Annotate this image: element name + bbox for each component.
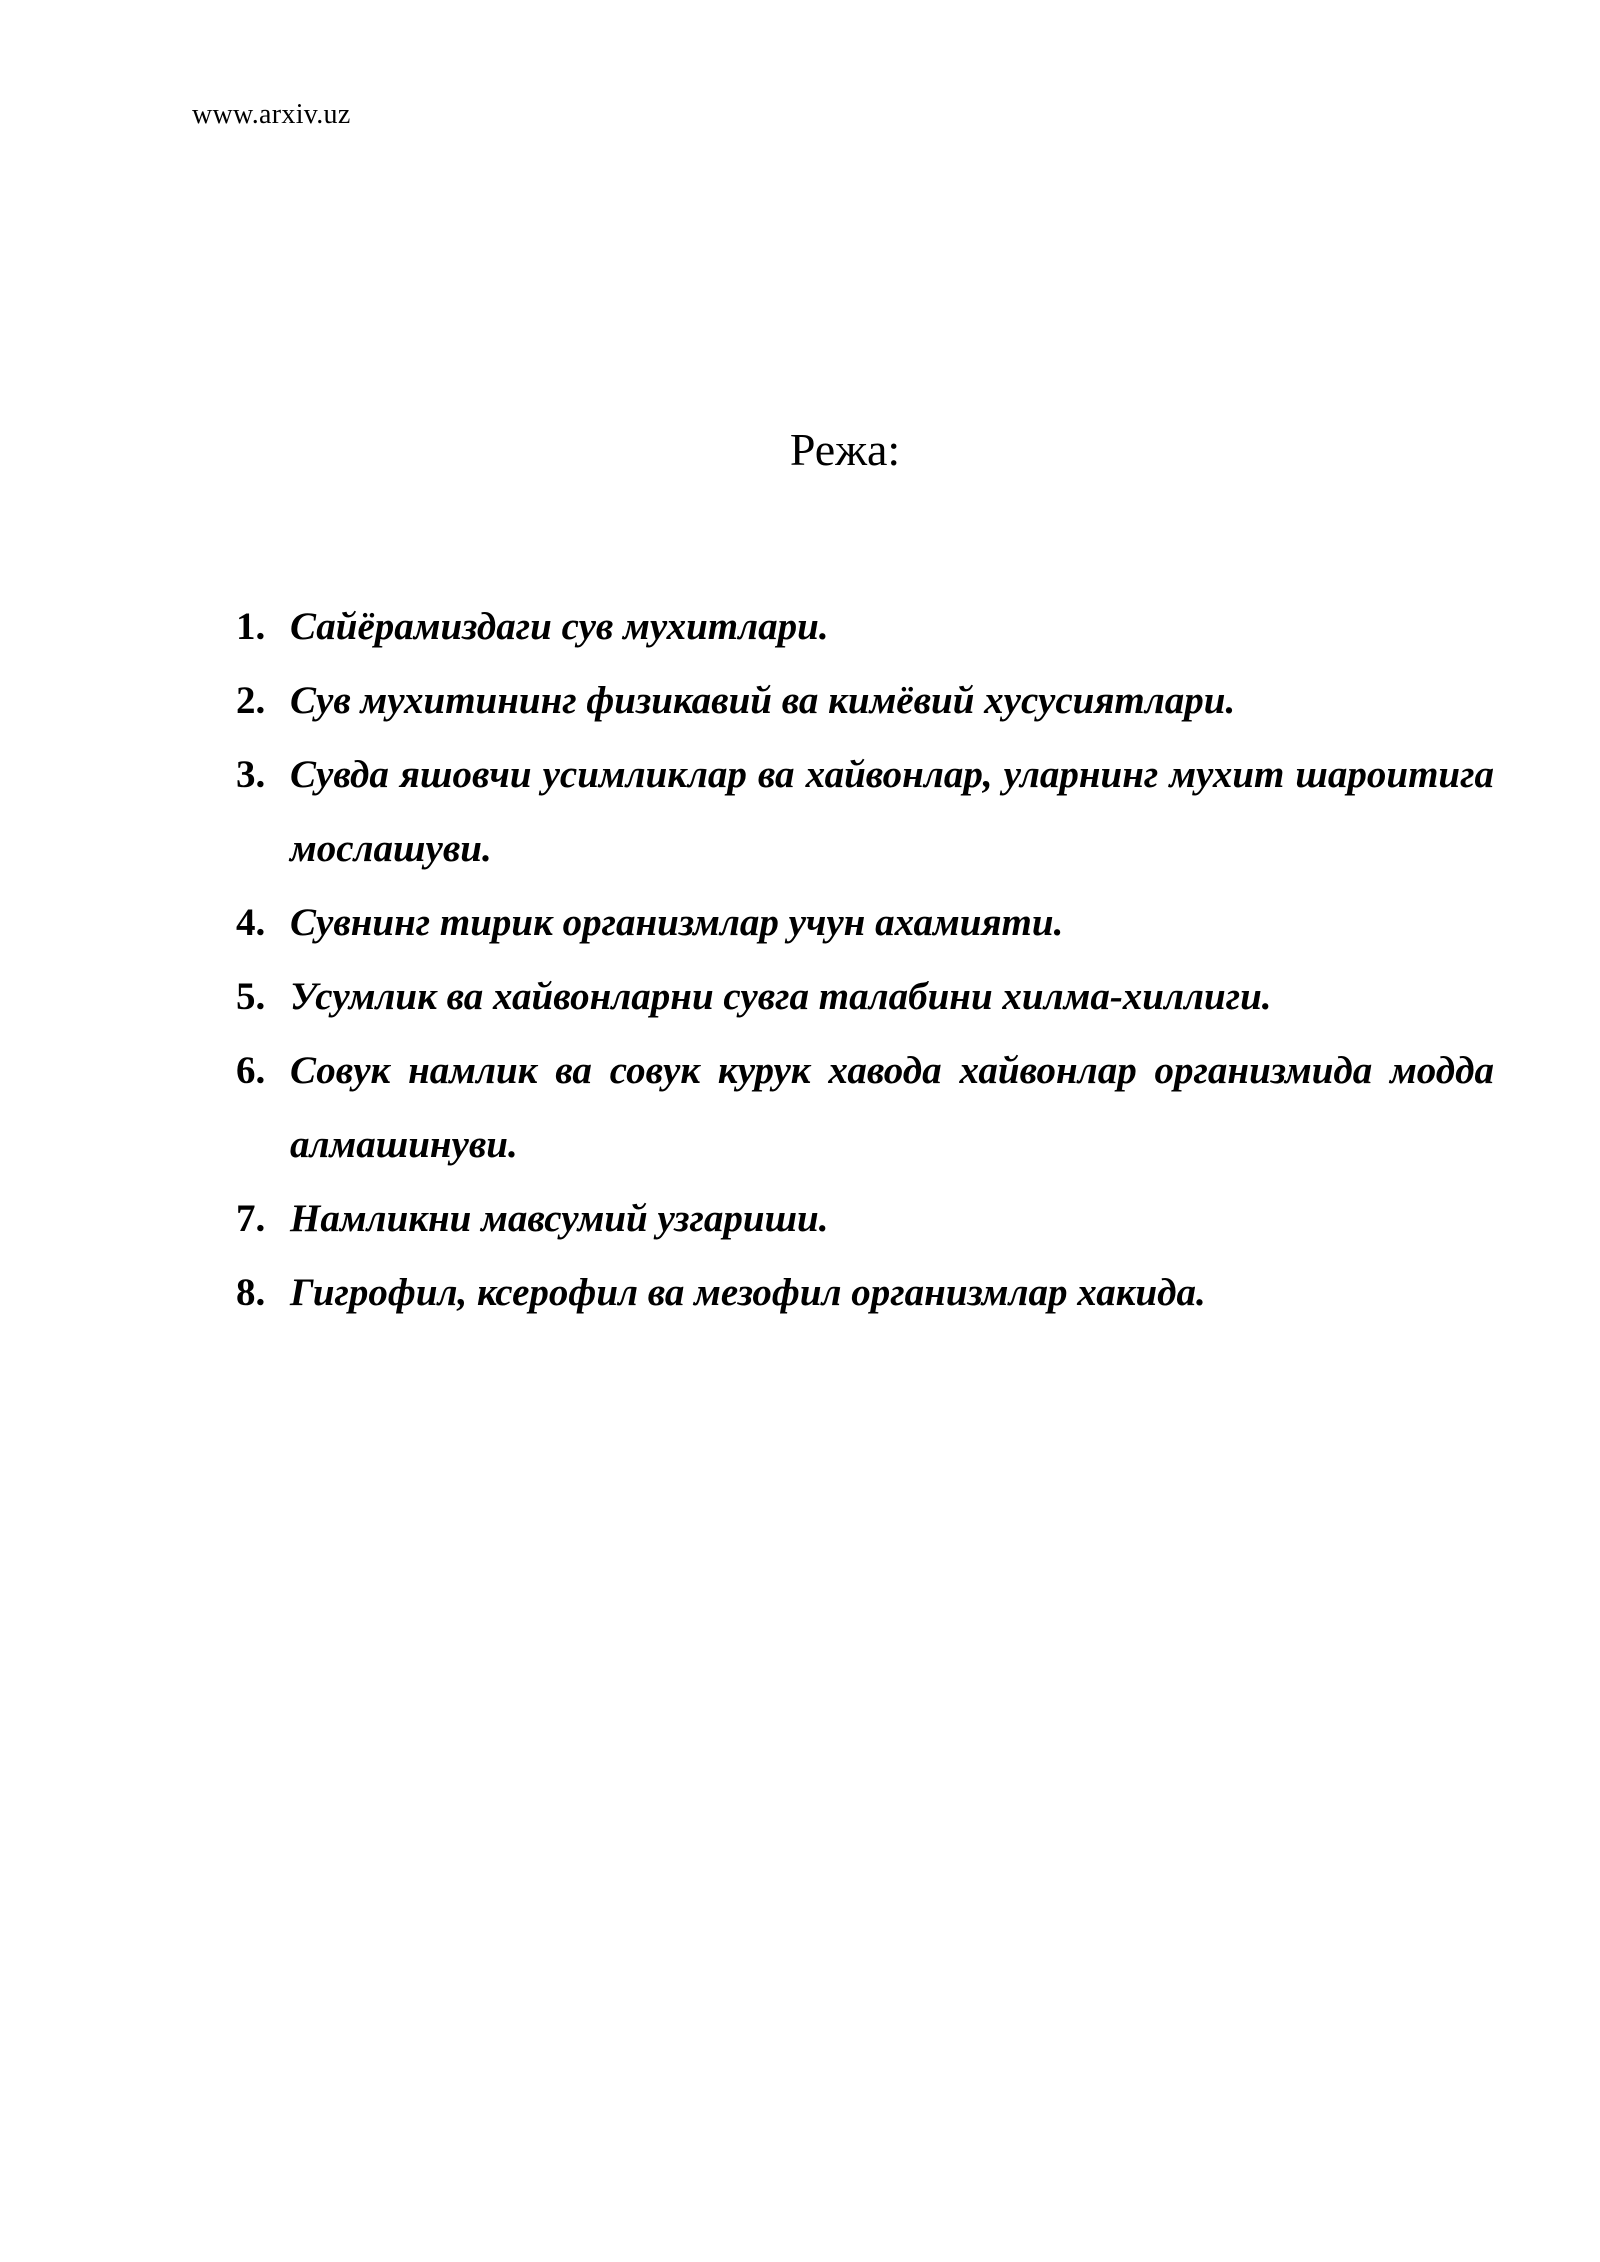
plan-item-text: Сайёрамиздаги сув мухитлари. [290, 605, 829, 648]
plan-item-number: 5. [236, 975, 266, 1018]
plan-item [236, 590, 1494, 664]
plan-item-number: 2. [236, 679, 266, 722]
plan-item-text: Сув мухитининг физикавий ва кимёвий хусусиятлари. [290, 679, 1236, 722]
plan-item-text: Усумлик ва хайвонларни сувга талабини хилма-хиллиги. [290, 975, 1272, 1018]
header-url: www.arxiv.uz [192, 99, 351, 130]
page-title: Режа: [789, 424, 901, 475]
plan-item-number: 6. [236, 1049, 266, 1092]
plan-item [236, 1256, 1494, 1330]
plan-item-text: Сувда яшовчи усимликлар ва хайвонлар, уларнинг мухит шароитига мослашуви. [290, 753, 1494, 870]
plan-item-text: Намликни мавсумий узгариши. [290, 1197, 829, 1240]
plan-item [236, 1182, 1494, 1256]
plan-item-number: 8. [236, 1271, 266, 1314]
plan-item-number: 3. [236, 753, 266, 796]
plan-item-text: Гигрофил, ксерофил ва мезофил организмлар хакида. [290, 1271, 1206, 1314]
plan-item-text: Сувнинг тирик организмлар учун ахамияти. [290, 901, 1064, 944]
plan-item [236, 664, 1494, 738]
plan-item [236, 960, 1494, 1034]
plan-list [236, 590, 1494, 1330]
plan-item-number: 7. [236, 1197, 266, 1240]
plan-item-text: Совук намлик ва совук курук хавода хайвонлар организмида модда алмашинуви. [290, 1049, 1494, 1166]
plan-item [236, 886, 1494, 960]
plan-item [236, 738, 1494, 886]
plan-item-number: 4. [236, 901, 266, 944]
plan-item [236, 1034, 1494, 1182]
plan-item-number: 1. [236, 605, 266, 648]
